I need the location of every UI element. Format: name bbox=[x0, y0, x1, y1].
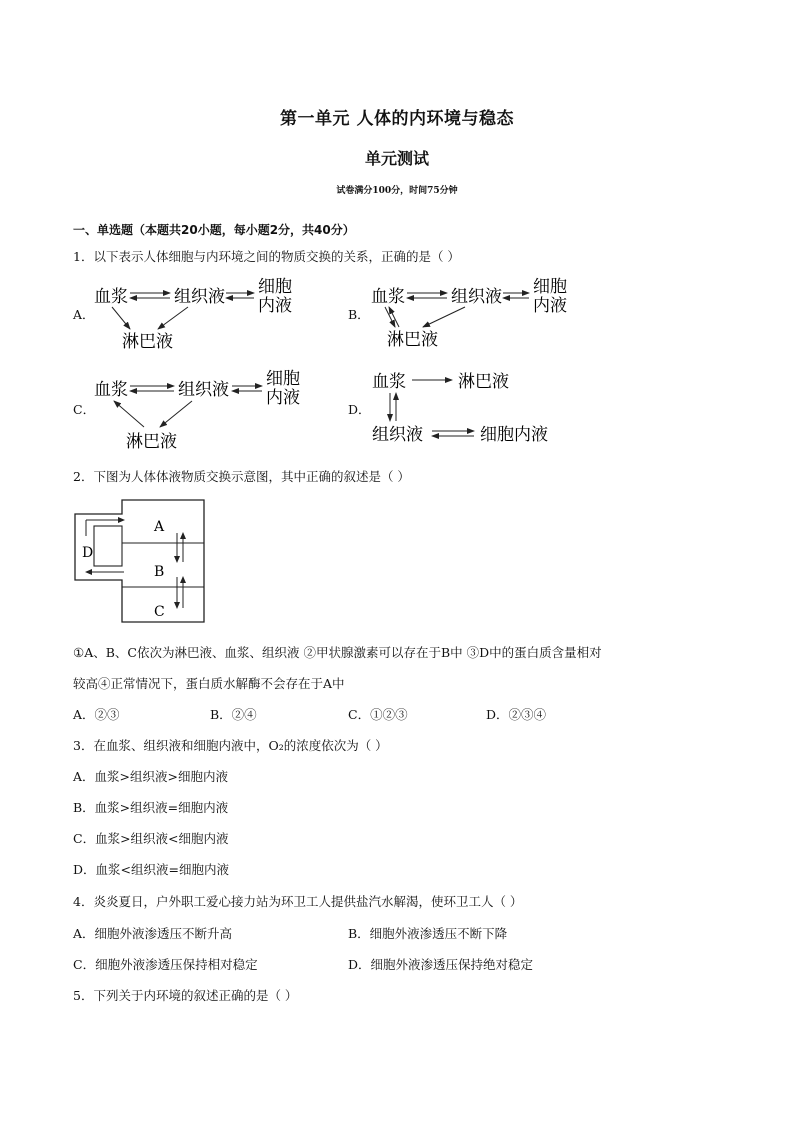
q4-option-a: A．细胞外液渗透压不断升高 bbox=[73, 926, 233, 941]
q1a-cell-top: 细胞 bbox=[258, 277, 292, 297]
q1b-plasma: 血浆 bbox=[371, 287, 405, 307]
q1b-cell-top: 细胞 bbox=[533, 277, 567, 297]
q1-diagram-d bbox=[368, 365, 588, 450]
question-5-stem: 5．下列关于内环境的叙述正确的是（ ） bbox=[73, 988, 298, 1003]
exam-note: 试卷满分100分，时间75分钟 bbox=[336, 186, 458, 196]
q1d-intracellular: 细胞内液 bbox=[480, 425, 548, 445]
q4-option-c: C．细胞外液渗透压保持相对稳定 bbox=[73, 957, 258, 972]
q2-label-b: B bbox=[154, 564, 165, 580]
q1c-plasma: 血浆 bbox=[94, 380, 128, 400]
q2-option-c: C．①②③ bbox=[348, 707, 408, 722]
q1-diagram-c bbox=[88, 365, 313, 455]
q1d-tissue: 组织液 bbox=[372, 425, 423, 445]
q2-label-c: C bbox=[154, 604, 165, 620]
q3-option-b: B．血浆>组织液=细胞内液 bbox=[73, 800, 229, 815]
q3-option-a: A．血浆>组织液>细胞内液 bbox=[73, 769, 228, 784]
question-1-stem: 1．以下表示人体细胞与内环境之间的物质交换的关系，正确的是（ ） bbox=[73, 249, 460, 264]
q2-option-a: A．②③ bbox=[73, 707, 120, 722]
q4-option-d: D．细胞外液渗透压保持绝对稳定 bbox=[348, 957, 534, 972]
q1c-tissue: 组织液 bbox=[178, 380, 229, 400]
question-4-stem: 4．炎炎夏日，户外职工爱心接力站为环卫工人提供盐汽水解渴，使环卫工人（ ） bbox=[73, 894, 523, 909]
q3-option-d: D．血浆<组织液=细胞内液 bbox=[73, 862, 229, 877]
q1-diagram-b bbox=[365, 275, 585, 355]
q1b-lymph: 淋巴液 bbox=[387, 330, 438, 350]
q1a-cell-bottom: 内液 bbox=[258, 296, 292, 316]
q2-label-d: D bbox=[82, 545, 94, 561]
q2-option-b: B．②④ bbox=[210, 707, 257, 722]
q2-diagram bbox=[72, 496, 212, 631]
q1-option-a-label: A． bbox=[73, 307, 95, 322]
q1c-cell-top: 细胞 bbox=[266, 369, 300, 389]
q1d-plasma: 血浆 bbox=[372, 372, 406, 392]
page-subtitle: 单元测试 bbox=[364, 149, 429, 168]
q2-statements-line2: 较高④正常情况下，蛋白质水解酶不会存在于A中 bbox=[73, 676, 345, 691]
q3-option-c: C．血浆>组织液<细胞内液 bbox=[73, 831, 229, 846]
section-heading: 一、单选题（本题共20小题，每小题2分，共40分） bbox=[73, 223, 355, 237]
q1d-lymph: 淋巴液 bbox=[458, 372, 509, 392]
q1a-lymph: 淋巴液 bbox=[122, 332, 173, 352]
q1c-lymph: 淋巴液 bbox=[126, 432, 177, 452]
question-3-stem: 3．在血浆、组织液和细胞内液中，O₂的浓度依次为（ ） bbox=[73, 738, 388, 753]
q1-option-c-label: C． bbox=[73, 402, 96, 417]
page-title: 第一单元 人体的内环境与稳态 bbox=[280, 109, 514, 129]
q2-option-d: D．②③④ bbox=[486, 707, 547, 722]
question-2-stem: 2．下图为人体体液物质交换示意图，其中正确的叙述是（ ） bbox=[73, 469, 410, 484]
q1b-cell-bottom: 内液 bbox=[533, 296, 567, 316]
q1c-cell-bottom: 内液 bbox=[266, 388, 300, 408]
q1-option-b-label: B． bbox=[348, 307, 370, 322]
q1-diagram-a bbox=[88, 275, 308, 355]
q1-option-d-label: D． bbox=[348, 402, 371, 417]
q4-option-b: B．细胞外液渗透压不断下降 bbox=[348, 926, 508, 941]
q2-statements-line1: ①A、B、C依次为淋巴液、血浆、组织液 ②甲状腺激素可以存在于B中 ③D中的蛋白质含量相对 bbox=[73, 645, 602, 660]
q1a-plasma: 血浆 bbox=[94, 287, 128, 307]
q1b-tissue: 组织液 bbox=[451, 287, 502, 307]
q1a-tissue: 组织液 bbox=[174, 287, 225, 307]
q2-label-a: A bbox=[154, 519, 165, 535]
